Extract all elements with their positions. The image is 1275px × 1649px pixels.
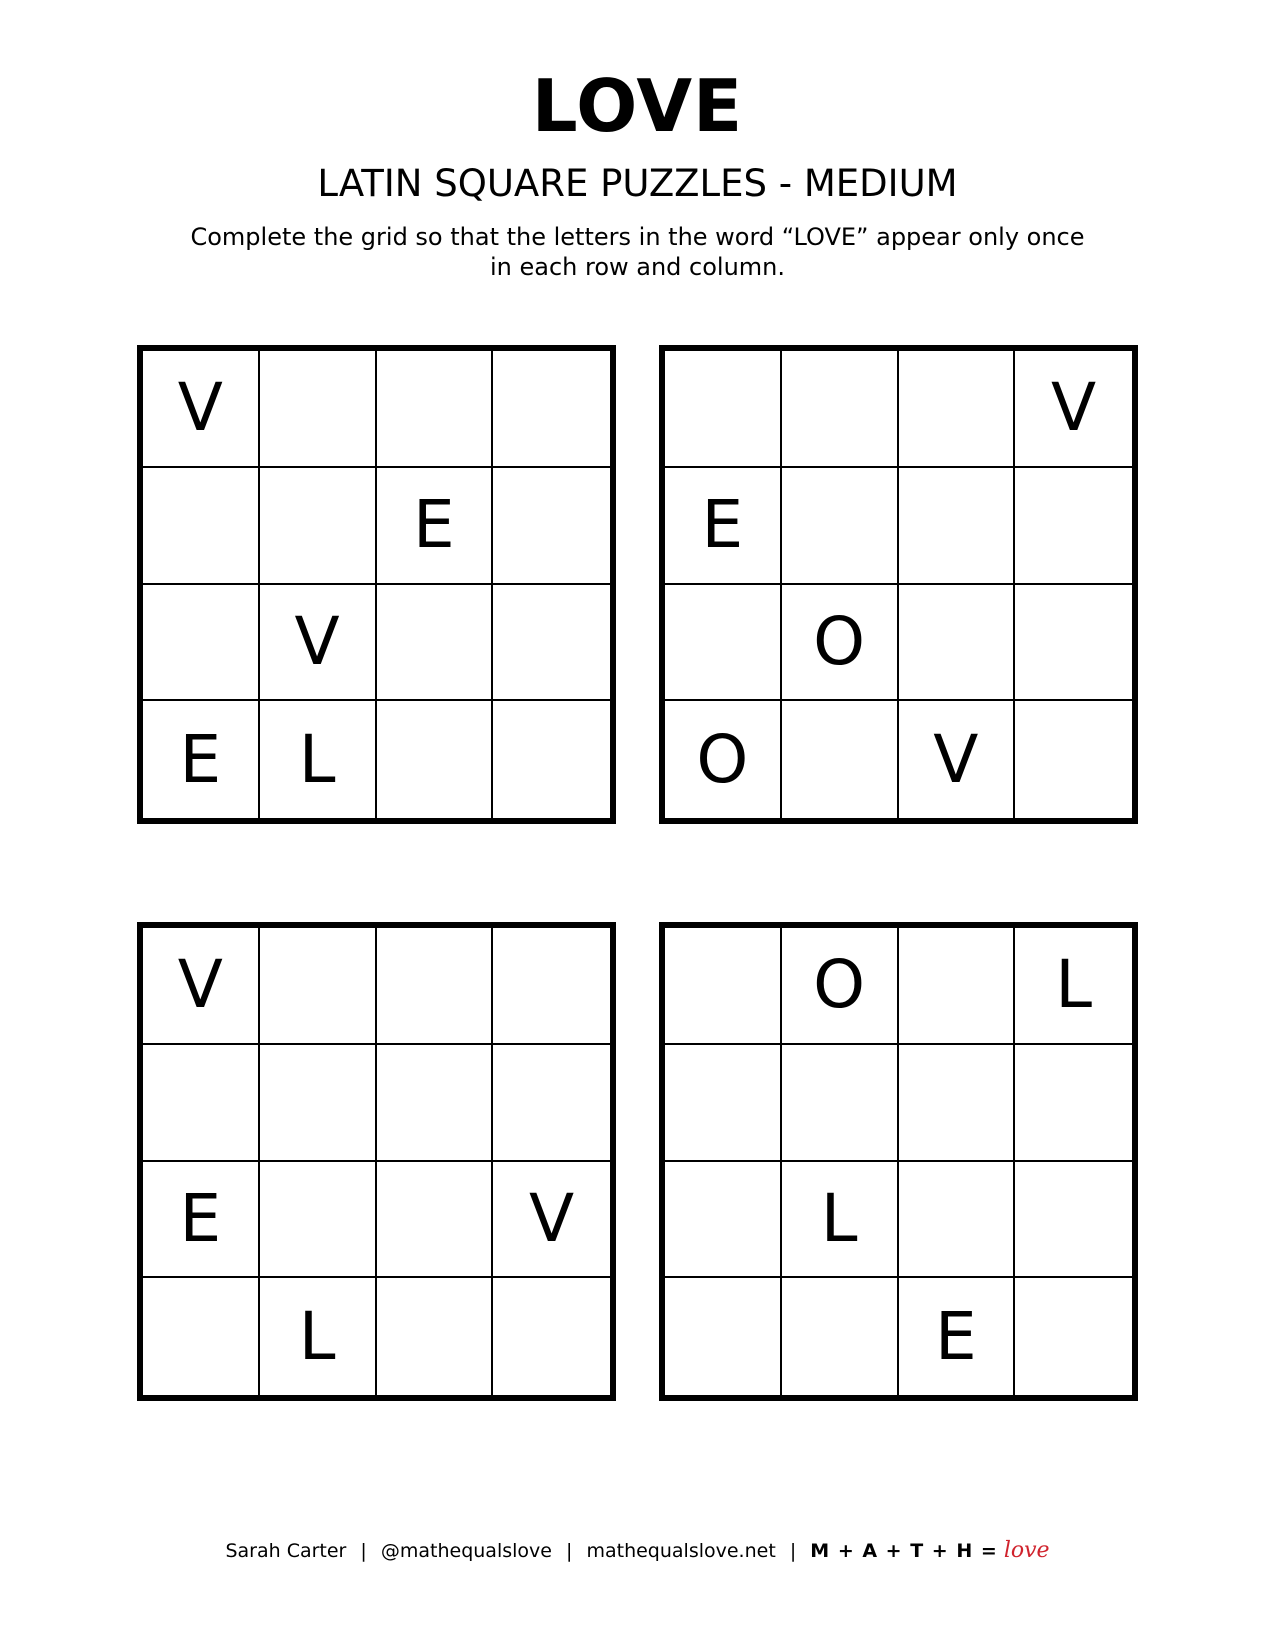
footer-handle: @mathequalslove xyxy=(380,1540,552,1562)
grid-cell[interactable] xyxy=(665,1045,782,1162)
grid-cell[interactable] xyxy=(493,928,610,1045)
grid-cell[interactable] xyxy=(143,1278,260,1395)
grid-cell[interactable] xyxy=(665,1162,782,1279)
puzzle-grid-4 xyxy=(659,922,1138,1401)
footer-separator: | xyxy=(566,1540,573,1562)
grid-cell[interactable] xyxy=(1015,585,1132,702)
footer-website: mathequalslove.net xyxy=(586,1540,776,1562)
grid-cell[interactable]: O xyxy=(782,585,899,702)
grid-cell[interactable]: E xyxy=(899,1278,1016,1395)
grid-cell[interactable]: V xyxy=(1015,351,1132,468)
grid-cell[interactable] xyxy=(665,928,782,1045)
grid-cell[interactable] xyxy=(260,928,377,1045)
grid-cell[interactable] xyxy=(665,1278,782,1395)
footer xyxy=(0,1536,1275,1566)
grid-cell[interactable]: L xyxy=(1015,928,1132,1045)
grid-cell[interactable] xyxy=(1015,468,1132,585)
grid-cell[interactable]: O xyxy=(665,701,782,818)
grid-cell[interactable] xyxy=(260,1045,377,1162)
grid-cell[interactable] xyxy=(260,468,377,585)
page-title: LOVE xyxy=(531,64,744,148)
grid-cell[interactable]: L xyxy=(782,1162,899,1279)
grid-cell[interactable] xyxy=(665,585,782,702)
footer-separator: | xyxy=(360,1540,367,1562)
grid-cell[interactable]: V xyxy=(260,585,377,702)
footer-separator: | xyxy=(789,1540,797,1562)
grid-cell[interactable]: E xyxy=(665,468,782,585)
grid-cell[interactable]: O xyxy=(782,928,899,1045)
puzzle-grid-2 xyxy=(659,345,1138,824)
puzzle-grid-3 xyxy=(137,922,616,1401)
grid-cell[interactable]: E xyxy=(143,701,260,818)
grid-cell[interactable] xyxy=(260,1162,377,1279)
grid-cell[interactable] xyxy=(1015,1045,1132,1162)
grid-cell[interactable] xyxy=(493,1045,610,1162)
grid-cell[interactable] xyxy=(377,701,494,818)
grid-cell[interactable] xyxy=(1015,1162,1132,1279)
grid-cell[interactable] xyxy=(782,351,899,468)
grid-cell[interactable] xyxy=(782,468,899,585)
grid-cell[interactable]: V xyxy=(143,928,260,1045)
grid-cell[interactable]: V xyxy=(899,701,1016,818)
grid-cell[interactable] xyxy=(377,351,494,468)
grid-cell[interactable] xyxy=(143,585,260,702)
footer-author: Sarah Carter xyxy=(225,1540,347,1562)
grid-cell[interactable] xyxy=(493,585,610,702)
puzzle-grid-1 xyxy=(137,345,616,824)
brand-logo-math: M + A + T + H = xyxy=(810,1540,998,1562)
grid-cell[interactable] xyxy=(493,701,610,818)
grid-cell[interactable] xyxy=(782,701,899,818)
grid-cell[interactable] xyxy=(1015,701,1132,818)
grid-cell[interactable] xyxy=(899,468,1016,585)
grid-cell[interactable] xyxy=(143,468,260,585)
instructions xyxy=(160,222,1115,282)
grid-cell[interactable] xyxy=(899,585,1016,702)
grid-cell[interactable] xyxy=(899,351,1016,468)
grid-cell[interactable]: V xyxy=(493,1162,610,1279)
grid-cell[interactable] xyxy=(377,928,494,1045)
grid-cell[interactable]: V xyxy=(143,351,260,468)
grid-cell[interactable] xyxy=(782,1278,899,1395)
grid-cell[interactable] xyxy=(377,585,494,702)
brand-logo-love: love xyxy=(1003,1538,1050,1563)
grid-cell[interactable]: L xyxy=(260,1278,377,1395)
page-subtitle: LATIN SQUARE PUZZLES - MEDIUM xyxy=(317,162,958,205)
grid-cell[interactable] xyxy=(493,468,610,585)
grid-cell[interactable] xyxy=(143,1045,260,1162)
grid-cell[interactable]: E xyxy=(377,468,494,585)
grid-cell[interactable] xyxy=(493,1278,610,1395)
grid-cell[interactable] xyxy=(899,928,1016,1045)
instructions-line-1: Complete the grid so that the letters in the word “LOVE” appear only once xyxy=(190,223,1085,251)
grid-cell[interactable] xyxy=(899,1045,1016,1162)
grid-cell[interactable] xyxy=(1015,1278,1132,1395)
instructions-line-2: in each row and column. xyxy=(489,253,786,281)
grid-cell[interactable]: L xyxy=(260,701,377,818)
grid-cell[interactable] xyxy=(493,351,610,468)
grid-cell[interactable] xyxy=(782,1045,899,1162)
grid-cell[interactable]: E xyxy=(143,1162,260,1279)
grid-cell[interactable] xyxy=(377,1045,494,1162)
grid-cell[interactable] xyxy=(899,1162,1016,1279)
grid-cell[interactable] xyxy=(260,351,377,468)
grid-cell[interactable] xyxy=(377,1162,494,1279)
grid-cell[interactable] xyxy=(665,351,782,468)
grid-cell[interactable] xyxy=(377,1278,494,1395)
